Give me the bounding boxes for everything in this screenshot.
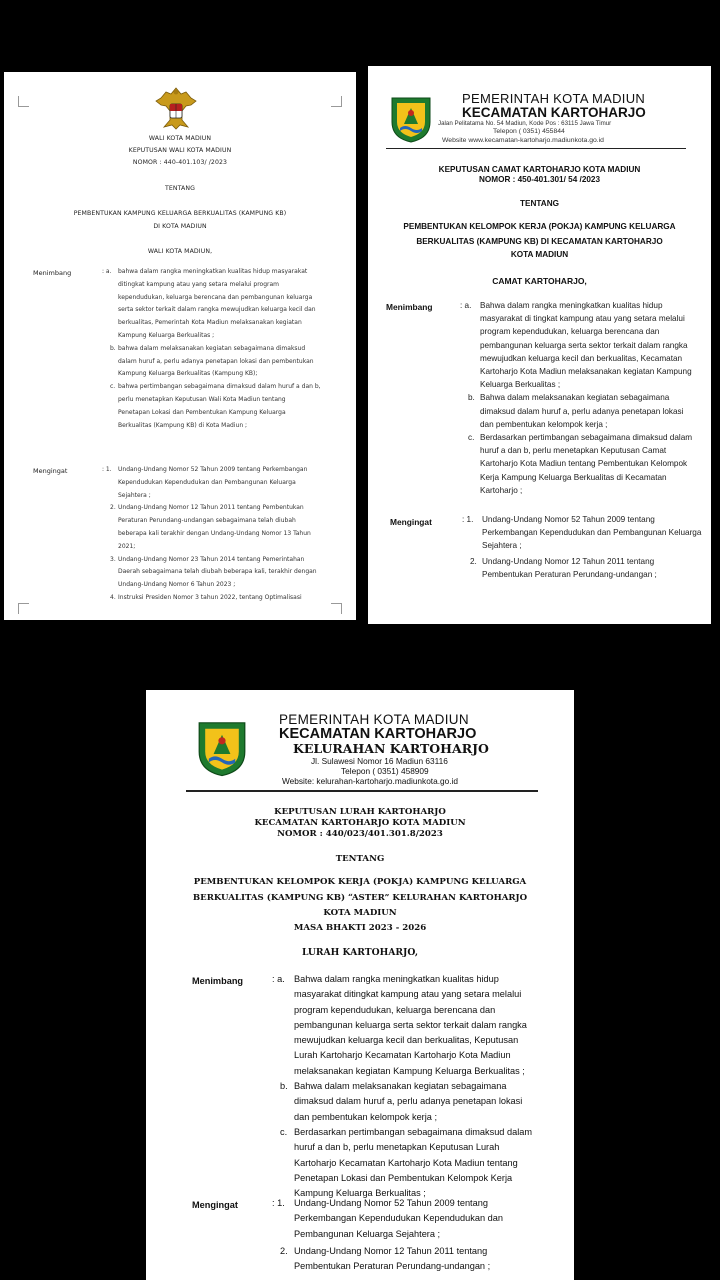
clause-line: dimaksud dalam huruf a, perlu adanya penetapan lokasi (294, 1096, 523, 1107)
decree-number: NOMOR : 450-401.301/ 54 /2023 (478, 175, 601, 184)
clause-line: pembangunan keluarga serta sektor terkait dalam rangka (480, 340, 688, 350)
document-page-lurah (146, 690, 574, 1280)
madiun-crest-icon (388, 94, 434, 144)
clause-line: Pembentukan Peraturan Perundang-undangan ; (294, 1261, 491, 1272)
clause-marker: : 1. (462, 515, 474, 524)
clause-line: mewujudkan keluarga kecil dan berkualitas, Keputusan (294, 1035, 519, 1046)
letterhead-rule (186, 790, 538, 792)
clause-line: Sejahtera ; (118, 491, 151, 499)
garuda-emblem-icon (152, 84, 200, 132)
tentang-heading: TENTANG (335, 854, 385, 864)
website-line: Website: kelurahan-kartoharjo.madiunkota.go.id (282, 776, 459, 786)
clause-line: 2021; (118, 542, 136, 550)
clause-marker: 2. (280, 1245, 288, 1256)
decree-number: NOMOR : 440-401.103/ /2023 (132, 159, 228, 166)
clause-line: bahwa dalam rangka meningkatkan kualitas hidup masyarakat (118, 268, 308, 275)
clause-marker: b. (110, 344, 116, 352)
letterhead-rule (386, 148, 686, 149)
mengingat-clause (272, 1244, 534, 1275)
decree-title: PEMBENTUKAN KELOMPOK KERJA (POKJA) KAMPUNG KELUARGA (403, 222, 676, 231)
clause-marker: b. (280, 1081, 288, 1092)
clause-line: Kampung Keluarga Berkualitas (Kampung KB); (118, 370, 258, 378)
term-period: MASA BHAKTI 2023 - 2026 (293, 923, 427, 933)
issuer-line: WALI KOTA MADIUN (148, 135, 212, 142)
crop-mark (331, 96, 342, 107)
mengingat-list (462, 513, 702, 581)
clause-line: serta sektor terkait dalam rangka mewujudkan keluarga kecil dan (118, 306, 316, 314)
clause-line: Instruksi Presiden Nomor 3 tahun 2022, tentang Optimalisasi (118, 593, 302, 601)
gov-header: PEMERINTAH KOTA MADIUN (279, 712, 469, 727)
clause-line: huruf a dan b, perlu menetapkan Keputusan Camat (480, 446, 667, 456)
clause-line: Kartoharjo Kota Madiun tentang Pembentukan Kelompok (480, 459, 688, 469)
menimbang-list (102, 266, 334, 432)
clause-line: Kartoharjo ; (480, 485, 523, 495)
mengingat-list (272, 1196, 534, 1274)
decree-heading: KEPUTUSAN LURAH KARTOHARJO (274, 807, 446, 817)
menimbang-clause (460, 391, 702, 431)
clause-line: bahwa pertimbangan sebagaimana dimaksud dalam huruf a dan b, (118, 383, 321, 391)
mengingat-clause (102, 464, 334, 502)
menimbang-clause (102, 343, 334, 381)
mengingat-clause (462, 555, 702, 581)
clause-line: bahwa dalam melaksanakan kegiatan sebagaimana dimaksud (118, 344, 306, 352)
clause-marker: 4. (110, 593, 116, 601)
clause-line: berkualitas, Pemerintah Kota Madiun melaksanakan kegiatan (118, 319, 302, 327)
decree-heading: KEPUTUSAN CAMAT KARTOHARJO KOTA MADIUN (438, 165, 641, 174)
clause-line: Penetapan Lokasi dan Pembentukan Kampung Keluarga (118, 408, 286, 416)
menimbang-clause (460, 431, 702, 497)
official-title: WALI KOTA MADIUN, (147, 248, 213, 255)
menimbang-list (272, 972, 534, 1201)
tentang-heading: TENTANG (165, 185, 195, 192)
clause-line: perlu menetapkan Keputusan Wali Kota Madiun tentang (118, 395, 286, 403)
clause-marker: 2. (110, 504, 116, 512)
clause-marker: : 1. (102, 466, 112, 473)
clause-line: Lurah Kartoharjo Kecamatan Kartoharjo Kota Madiun (294, 1050, 511, 1061)
clause-marker: 3. (110, 555, 116, 563)
decree-title-line2: DI KOTA MADIUN (153, 223, 207, 230)
document-page-camat (368, 66, 711, 624)
clause-line: dan pembentukan kelompok kerja ; (294, 1111, 438, 1122)
mengingat-label: Mengingat (192, 1200, 238, 1210)
clause-line: Kampung Keluarga Berkualitas ; (118, 331, 215, 339)
decree-heading: KEPUTUSAN WALI KOTA MADIUN (128, 147, 232, 154)
decree-title-line3: KOTA MADIUN (323, 908, 397, 918)
decree-title: PEMBENTUKAN KAMPUNG KELUARGA BERKUALITAS (KAMPUNG KB) (73, 210, 287, 217)
clause-line: Kartoharjo Kota Madiun melaksanakan kegiatan Kampung (480, 367, 692, 377)
clause-line: Peraturan Perundang-undangan sebagaimana telah diubah (118, 517, 296, 525)
mengingat-clause (272, 1196, 534, 1242)
mengingat-clause (462, 513, 702, 553)
phone-line: Telepon ( 0351) 455844 (493, 128, 565, 135)
clause-line: Berkualitas (Kampung KB) di Kota Madiun ; (118, 421, 248, 429)
official-title: LURAH KARTOHARJO, (301, 947, 419, 958)
document-page-walikota (4, 72, 356, 620)
clause-line: Bahwa dalam melaksanakan kegiatan sebagaimana (480, 393, 670, 403)
clause-marker: : a. (460, 301, 472, 310)
decree-title-line3: KOTA MADIUN (510, 250, 569, 259)
clause-line: Pembentukan Peraturan Perundang-undangan ; (482, 569, 657, 579)
clause-line: masyarakat ditingkat kampung atau yang setara melalui (294, 989, 522, 1000)
clause-line: dimaksud dalam huruf a, perlu adanya penetapan lokasi (480, 406, 684, 416)
clause-line: kependudukan, keluarga berencana dan pembangunan keluarga (118, 293, 313, 301)
menimbang-clause (460, 299, 702, 391)
clause-line: program kependudukan, keluarga berencana dan (480, 327, 660, 337)
clause-line: Perkembangan Kependudukan Kependudukan dan (294, 1213, 503, 1224)
clause-line: Perkembangan Kependudukan dan Pembangunan Keluarga (482, 528, 702, 538)
clause-line: dalam huruf a, perlu adanya penetapan lokasi dan pembentukan (118, 357, 314, 365)
decree-number: NOMOR : 440/023/401.301.8/2023 (277, 829, 443, 839)
clause-line: ditingkat kampung atau yang setara melalui program (118, 280, 280, 288)
clause-line: Keluarga Berkualitas ; (480, 380, 561, 390)
crop-mark (18, 96, 29, 107)
clause-line: Penetapan Lokasi dan Pembentukan Kelompok Kerja (294, 1172, 513, 1183)
clause-marker: 2. (470, 556, 477, 566)
decree-heading-line2: KECAMATAN KARTOHARJO KOTA MADIUN (254, 818, 466, 828)
clause-line: Sejahtera ; (482, 541, 522, 551)
clause-line: huruf a dan b, perlu menetapkan Keputusan Lurah (294, 1142, 500, 1153)
address-line: Jl. Sulawesi Nomor 16 Madiun 63116 (311, 756, 448, 766)
clause-line: Bahwa dalam rangka meningkatkan kualitas hidup (480, 301, 663, 310)
clause-line: Kartoharjo Kecamatan Kartoharjo Kota Madiun tentang (294, 1157, 518, 1168)
website-line: Website www.kecamatan-kartoharjo.madiunkota.go.id (442, 137, 604, 144)
mengingat-label: Mengingat (33, 467, 68, 475)
menimbang-list (460, 299, 702, 497)
clause-line: Berdasarkan pertimbangan sebagaimana dimaksud dalam (480, 433, 693, 443)
clause-marker: b. (468, 393, 475, 403)
menimbang-clause (102, 266, 334, 343)
menimbang-label: Menimbang (33, 269, 72, 277)
clause-line: Undang-Undang Nomor 12 Tahun 2011 tentang (482, 556, 655, 566)
clause-line: Undang-Undang Nomor 12 Tahun 2011 tentang Pembentukan (118, 504, 304, 512)
clause-line: beberapa kali terakhir dengan Undang-Undang Nomor 13 Tahun (118, 529, 311, 537)
clause-line: Undang-Undang Nomor 52 Tahun 2009 tentang (294, 1198, 488, 1208)
gov-header: PEMERINTAH KOTA MADIUN (462, 91, 646, 106)
menimbang-label: Menimbang (192, 976, 244, 986)
kecamatan-header: KECAMATAN KARTOHARJO (279, 726, 477, 742)
menimbang-clause (272, 1125, 534, 1201)
decree-title-line2: BERKUALITAS (KAMPUNG KB) “ASTER” KELURAHAN KARTOHARJO (192, 893, 528, 903)
address-line: Jalan Pelitatama No. 54 Madiun, Kode Pos : 63115 Jawa Timur (438, 120, 612, 127)
clause-line: Kampung Keluarga Berkualitas ; (294, 1188, 426, 1199)
menimbang-clause (272, 972, 534, 1079)
clause-line: pembangunan keluarga serta sektor terkait dalam rangka (294, 1019, 527, 1030)
clause-marker: c. (468, 433, 475, 443)
decree-title: PEMBENTUKAN KELOMPOK KERJA (POKJA) KAMPUNG KELUARGA (193, 877, 527, 887)
clause-line: program kependudukan, keluarga berencana dan (294, 1004, 496, 1015)
clause-marker: : a. (272, 974, 285, 984)
clause-line: Bahwa dalam rangka meningkatkan kualitas hidup (294, 974, 499, 984)
clause-marker: : a. (102, 268, 112, 275)
clause-line: Undang-Undang Nomor 12 Tahun 2011 tentang (294, 1245, 488, 1256)
mengingat-label: Mengingat (390, 517, 432, 527)
mengingat-clause (102, 502, 334, 553)
clause-line: Undang-Undang Nomor 52 Tahun 2009 tentang Perkembangan (118, 466, 308, 473)
phone-line: Telepon ( 0351) 458909 (341, 766, 429, 776)
clause-line: Undang-Undang Nomor 6 Tahun 2023 ; (118, 581, 236, 589)
menimbang-label: Menimbang (386, 302, 433, 312)
clause-marker: : 1. (272, 1198, 285, 1208)
kelurahan-header: KELURAHAN KARTOHARJO (293, 741, 489, 756)
clause-line: Undang-Undang Nomor 52 Tahun 2009 tentang (482, 515, 655, 524)
mengingat-clause (102, 554, 334, 592)
madiun-crest-icon (194, 718, 250, 778)
menimbang-clause (102, 381, 334, 432)
mengingat-clause (102, 592, 334, 605)
clause-line: Berdasarkan pertimbangan sebagaimana dimaksud dalam (294, 1126, 532, 1137)
decree-title-line2: BERKUALITAS (KAMPUNG KB) DI KECAMATAN KARTOHARJO (416, 237, 663, 246)
clause-line: mewujudkan keluarga kecil dan berkualitas, Kecamatan (480, 353, 683, 363)
mengingat-list (102, 464, 334, 605)
clause-marker: c. (280, 1126, 288, 1137)
clause-line: Daerah sebagaimana telah diubah beberapa kali, terakhir dengan (118, 568, 317, 576)
clause-line: Bahwa dalam melaksanakan kegiatan sebagaimana (294, 1081, 507, 1092)
kecamatan-header: KECAMATAN KARTOHARJO (462, 105, 646, 120)
clause-line: Pembangunan Keluarga Sejahtera ; (294, 1228, 441, 1239)
clause-line: masyarakat di tingkat kampung atau yang setara melalui (480, 314, 685, 324)
clause-line: Undang-Undang Nomor 23 Tahun 2014 tentang Pemerintahan (118, 555, 305, 563)
clause-line: melaksanakan kegiatan Kampung Keluarga Berkualitas ; (294, 1065, 525, 1076)
clause-line: Kependudukan Kependudukan dan Pembangunan Keluarga (118, 478, 296, 486)
clause-line: dan pembentukan kelompok kerja ; (480, 419, 608, 429)
tentang-heading: TENTANG (520, 199, 559, 208)
official-title: CAMAT KARTOHARJO, (492, 276, 587, 286)
crop-mark (18, 603, 29, 614)
menimbang-clause (272, 1079, 534, 1125)
clause-marker: c. (110, 383, 116, 391)
clause-line: Kerja Kampung Keluarga Berkualitas di Kecamatan (480, 472, 667, 482)
